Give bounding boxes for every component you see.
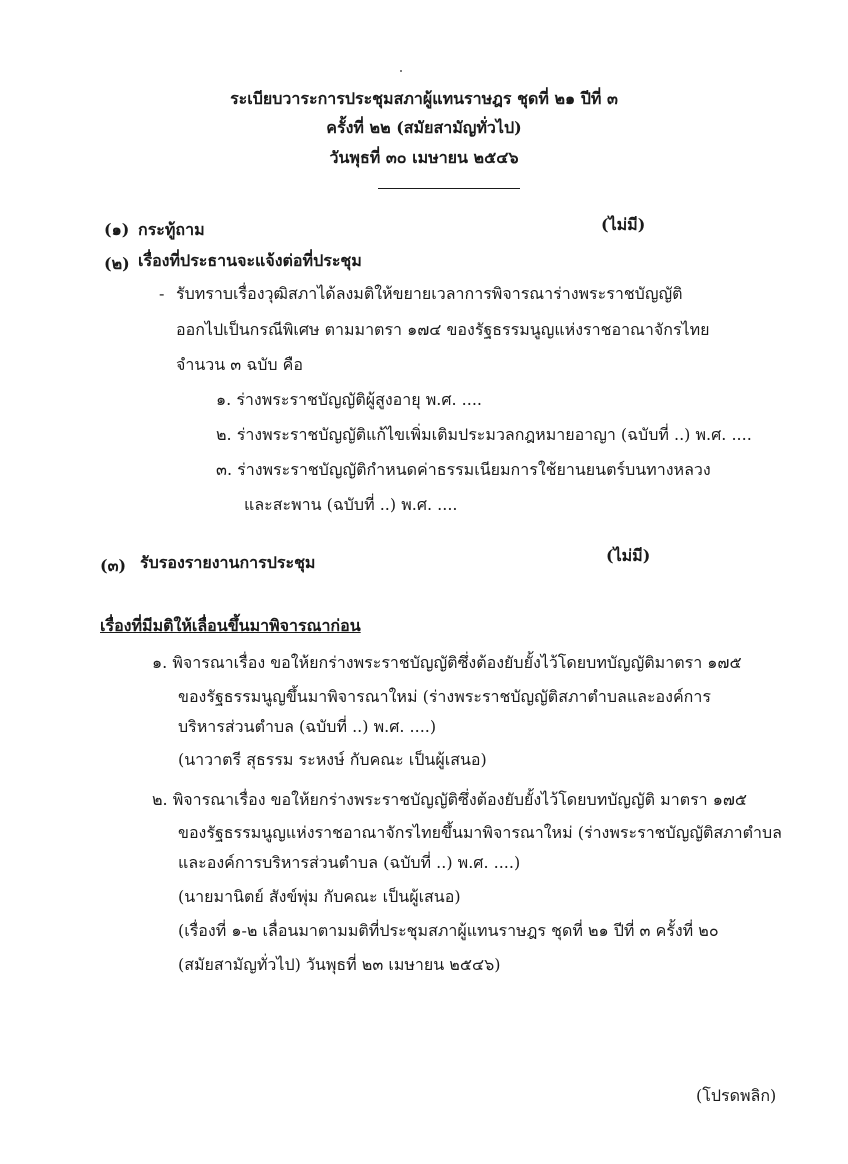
agenda-item3-number: (๓) xyxy=(100,556,127,575)
agenda-item2-subitem: ๓. ร่างพระราชบัญญัติกำหนดค่าธรรมเนียมการใช้ยานยนตร์บนทางหลวง xyxy=(216,460,711,479)
moved-entry2-proposer: (นายมานิตย์ สังข์พุ่ม กับคณะ เป็นผู้เสนอ) xyxy=(178,887,461,906)
agenda-item2-text-line: รับทราบเรื่องวุฒิสภาได้ลงมติให้ขยายเวลาการพิจารณาร่างพระราชบัญญัติ xyxy=(176,284,683,303)
header-title-line2: ครั้งที่ ๒๒ (สมัยสามัญทั่วไป) xyxy=(326,118,522,137)
agenda-item1-title: กระทู้ถาม xyxy=(138,220,205,239)
header-title-line1: ระเบียบวาระการประชุมสภาผู้แทนราษฎร ชุดที่ ๒๑ ปีที่ ๓ xyxy=(230,89,618,108)
moved-entry2-line: ของรัฐธรรมนูญแห่งราชอาณาจักรไทยขึ้นมาพิจารณาใหม่ (ร่างพระราชบัญญัติสภาตำบล xyxy=(178,823,782,842)
agenda-item2-title: เรื่องที่ประธานจะแจ้งต่อที่ประชุม xyxy=(138,251,362,270)
agenda-item3-title: รับรองรายงานการประชุม xyxy=(140,553,316,572)
moved-entry2-note: (เรื่องที่ ๑-๒ เลื่อนมาตามมติที่ประชุมสภาผู้แทนราษฎร ชุดที่ ๒๑ ปีที่ ๓ ครั้งที่ ๒๐ xyxy=(178,921,719,940)
agenda-item3-status: (ไม่มี) xyxy=(606,546,651,565)
agenda-item2-number: (๒) xyxy=(104,254,130,273)
moved-entry2-line: ๒. พิจารณาเรื่อง ขอให้ยกร่างพระราชบัญญัติซึ่งต้องยับยั้งไว้โดยบทบัญญัติ มาตรา ๑๗๕ xyxy=(152,790,748,809)
moved-section-heading: เรื่องที่มีมติให้เลื่อนขึ้นมาพิจารณาก่อน xyxy=(100,616,361,635)
moved-entry2-line: และองค์การบริหารส่วนตำบล (ฉบับที่ ..) พ.ศ. ....) xyxy=(178,853,521,872)
moved-entry1-proposer: (นาวาตรี สุธรรม ระหงษ์ กับคณะ เป็นผู้เสนอ) xyxy=(178,750,487,769)
moved-entry2-note: (สมัยสามัญทั่วไป) วันพุธที่ ๒๓ เมษายน ๒๕๔๖) xyxy=(178,955,501,974)
footer-turn-over-note: (โปรดพลิก) xyxy=(696,1086,777,1105)
agenda-item2-text-line: ออกไปเป็นกรณีพิเศษ ตามมาตรา ๑๗๔ ของรัฐธรรมนูญแห่งราชอาณาจักรไทย xyxy=(176,320,710,339)
moved-entry1-line: บริหารส่วนตำบล (ฉบับที่ ..) พ.ศ. ....) xyxy=(178,717,437,736)
header-divider xyxy=(378,188,520,189)
agenda-item2-subitem-continuation: และสะพาน (ฉบับที่ ..) พ.ศ. .... xyxy=(244,495,458,514)
header-date: วันพุธที่ ๓๐ เมษายน ๒๕๔๖ xyxy=(329,148,519,167)
agenda-item2-subitem: ๒. ร่างพระราชบัญญัติแก้ไขเพิ่มเติมประมวลกฎหมายอาญา (ฉบับที่ ..) พ.ศ. .... xyxy=(216,425,752,444)
agenda-item2-bullet: - xyxy=(159,284,165,303)
agenda-item2-text-line: จำนวน ๓ ฉบับ คือ xyxy=(176,355,303,374)
agenda-item1-number: (๑) xyxy=(104,220,130,239)
scan-speck xyxy=(400,70,402,72)
agenda-item1-status: (ไม่มี) xyxy=(601,215,646,234)
moved-entry1-line: ของรัฐธรรมนูญขึ้นมาพิจารณาใหม่ (ร่างพระราชบัญญัติสภาตำบลและองค์การ xyxy=(178,687,711,706)
moved-entry1-line: ๑. พิจารณาเรื่อง ขอให้ยกร่างพระราชบัญญัติซึ่งต้องยับยั้งไว้โดยบทบัญญัติมาตรา ๑๗๕ xyxy=(152,653,742,672)
agenda-item2-subitem: ๑. ร่างพระราชบัญญัติผู้สูงอายุ พ.ศ. .... xyxy=(216,390,483,409)
